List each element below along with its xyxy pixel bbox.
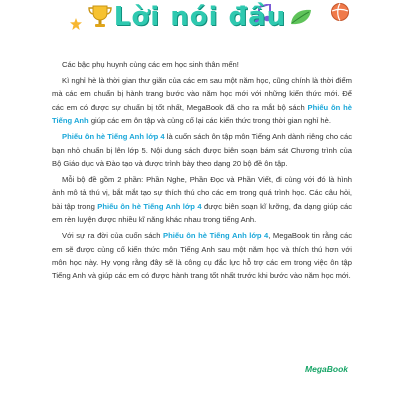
book-title-highlight: Phiếu ôn hè Tiếng Anh lớp 4: [97, 201, 202, 211]
text-segment: giúp các em ôn tập và củng cố lại các kiến thức trong thời gian nghỉ hè.: [88, 116, 331, 126]
signature: MegaBook: [305, 364, 348, 374]
page-title: Lời nói đầu: [113, 2, 287, 32]
paragraph: [52, 229, 352, 283]
book-title-highlight: Phiếu ôn hè Tiếng Anh lớp 4: [62, 132, 165, 142]
text-segment: được biên soạn kĩ lưỡng, đa dạng giúp các em rèn luyện được nhiều kĩ năng khác nhau trong tiếng Anh.: [52, 201, 353, 225]
book-title-highlight: Phiếu ôn hè Tiếng Anh lớp 4: [163, 231, 269, 241]
paragraph: [52, 58, 352, 71]
paragraph: [52, 74, 352, 128]
preface-text: [52, 58, 352, 285]
paragraph: [52, 130, 352, 170]
text-segment: Mỗi bộ đề gồm 2 phần: Phần Nghe, Phần Đọc và Phần Viết, đi cùng với đó là hình ảnh mô tả thú vị, bắt mắt tạo sự thích thú cho các em trong quá trình học. Các câu hỏi, bài tập trong: [52, 175, 352, 211]
paragraph: [52, 173, 352, 227]
text-segment: Kì nghỉ hè là thời gian thư giãn của các em sau một năm học, cũng chính là thời điểm mà các em chuẩn bị hành trang bước vào năm học mới với những kiến thức mới. Để các em có được sự chuẩn bị tốt nhất, MegaBook đã cho ra mắt bộ sách: [52, 76, 352, 112]
header: [0, 0, 400, 44]
text-segment: , MegaBook tin rằng các em sẽ được củng cố kiến thức môn Tiếng Anh sau một năm học và thích thú hơn với môn học này. Hy vọng rằng đây sẽ là công cụ đắc lực hỗ trợ các em trong việc ôn tập Tiếng Anh và giúp các em có được hành trang tốt nhất trước khi bước vào năm học mới.: [52, 231, 352, 281]
book-title-highlight: Phiếu ôn hè Tiếng Anh: [52, 102, 352, 126]
text-segment: Các bậc phụ huynh cùng các em học sinh thân mến!: [62, 60, 239, 69]
text-segment: Với sự ra đời của cuốn sách: [62, 231, 164, 241]
text-segment: là cuốn sách ôn tập môn Tiếng Anh dành riêng cho các bạn nhỏ chuẩn bị lên lớp 5. Nội dung sách được biên soạn bám sát Chương trình của Bộ Giáo dục và Đào tạo và được trình bày theo dạng 20 bộ đề ôn tập.: [52, 132, 352, 169]
